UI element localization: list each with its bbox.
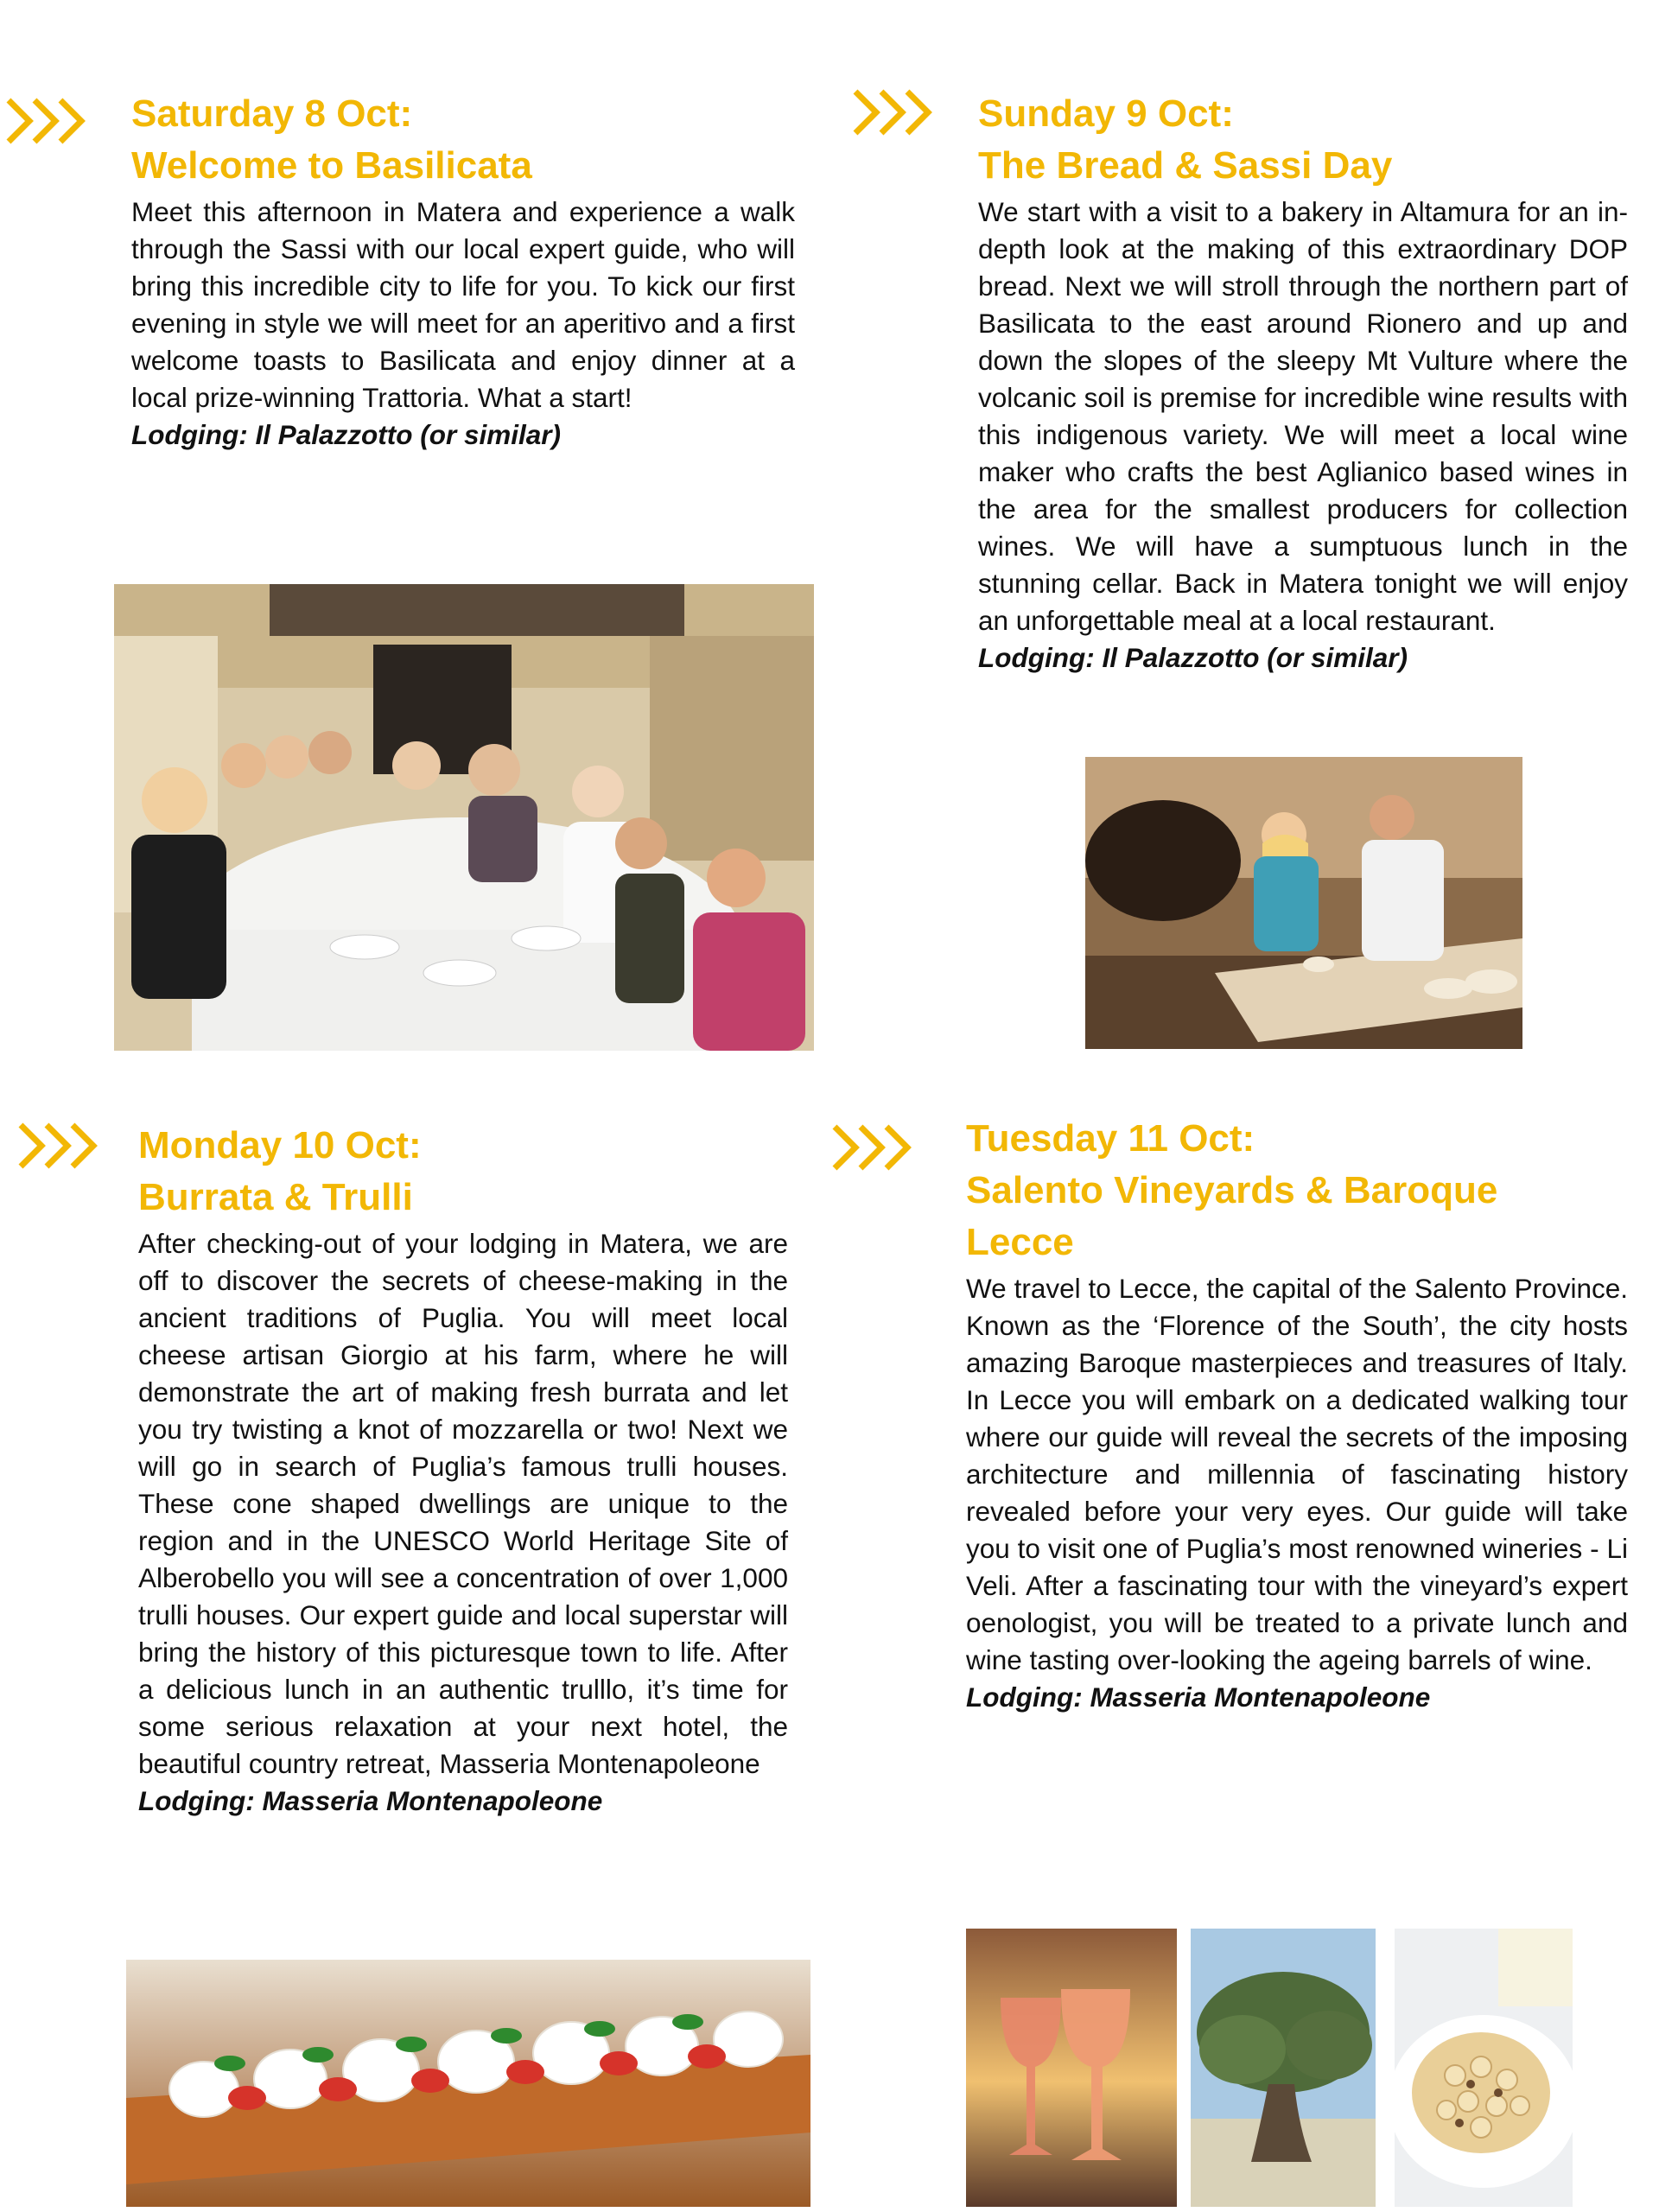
day-lodging: Lodging: Masseria Montenapoleone bbox=[966, 1681, 1431, 1713]
chevrons-icon bbox=[852, 86, 947, 138]
day-date: Saturday 8 Oct: bbox=[131, 92, 413, 135]
day-title: Welcome to Basilicata bbox=[131, 144, 532, 187]
day-section-saturday bbox=[131, 88, 795, 454]
day-description: Meet this afternoon in Matera and experience a walk through the Sassi with our local expert guide, who will bring this incredible city to life for you. To kick our first evening in style we will meet for an aperitivo and a first welcome toasts to Basilicata and enjoy dinner at a local prize-winning Trattoria. What a start! bbox=[131, 196, 795, 413]
day-lodging: Lodging: Il Palazzotto (or similar) bbox=[131, 419, 562, 450]
chevrons-icon bbox=[17, 1120, 112, 1172]
day-description: We start with a visit to a bakery in Altamura for an in-depth look at the making of this extraordinary DOP bread. Next we will stroll through the northern part of Basilicata to the east around Rionero and up and down the slopes of the sleepy Mt Vulture where the volcanic soil is premise for incredible wine results with this indigenous variety. We will meet a local wine maker who crafts the best Aglianico based wines in the area for the smallest producers for collection wines. We will have a sumptuous lunch in the stunning cellar. Back in Matera tonight we will enjoy an unforgettable meal at a local restaurant. bbox=[978, 196, 1628, 636]
day-section-monday bbox=[138, 1120, 788, 1820]
day-description: After checking-out of your lodging in Matera, we are off to discover the secrets of cheese-making in the ancient traditions of Puglia. You will meet local cheese artisan Giorgio at his farm, where he will demonstrate the art of making fresh burrata and let you try twisting a knot of mozzarella or two! Next we will go in search of Puglia’s famous trulli houses. These cone shaped dwellings are unique to the region and in the UNESCO World Heritage Site of Alberobello you will see a concentration of over 1,000 trulli houses. Our expert guide and local superstar will bring the history of this picturesque town to life. After a delicious lunch in an authentic trulllo, it’s time for some serious relaxation at your next hotel, the beautiful country retreat, Masseria Montenapoleone bbox=[138, 1228, 788, 1779]
chevrons-icon bbox=[831, 1122, 926, 1173]
photo-olive-tree bbox=[1191, 1929, 1376, 2207]
photo-bakery bbox=[1085, 757, 1522, 1049]
day-title: Burrata & Trulli bbox=[138, 1176, 413, 1218]
photo-group-dinner bbox=[114, 584, 814, 1051]
day-title: The Bread & Sassi Day bbox=[978, 144, 1393, 187]
day-title: Salento Vineyards & Baroque Lecce bbox=[966, 1169, 1498, 1263]
photo-rose-wine bbox=[966, 1929, 1177, 2207]
day-description: We travel to Lecce, the capital of the Salento Province. Known as the ‘Florence of the South’, the city hosts amazing Baroque masterpieces and treasures of Italy. In Lecce you will embark on a dedicated walking tour where our guide will reveal the secrets of the imposing architecture and millennia of fascinating history revealed before your very eyes. Our guide will take you to visit one of Puglia’s most renowned wineries - Li Veli. After a fascinating tour with the vineyard’s expert oenologist, you will be treated to a private lunch and wine tasting over-looking the ageing barrels of wine. bbox=[966, 1273, 1628, 1675]
chevrons-icon bbox=[5, 95, 100, 147]
day-section-tuesday bbox=[966, 1113, 1628, 1716]
day-section-sunday bbox=[978, 88, 1628, 677]
day-date: Monday 10 Oct: bbox=[138, 1124, 422, 1166]
photo-mozzarella bbox=[126, 1960, 810, 2207]
day-lodging: Lodging: Masseria Montenapoleone bbox=[138, 1785, 603, 1816]
photo-pasta-dish bbox=[1395, 1929, 1573, 2207]
day-date: Tuesday 11 Oct: bbox=[966, 1117, 1255, 1160]
day-date: Sunday 9 Oct: bbox=[978, 92, 1234, 135]
day-lodging: Lodging: Il Palazzotto (or similar) bbox=[978, 642, 1408, 673]
